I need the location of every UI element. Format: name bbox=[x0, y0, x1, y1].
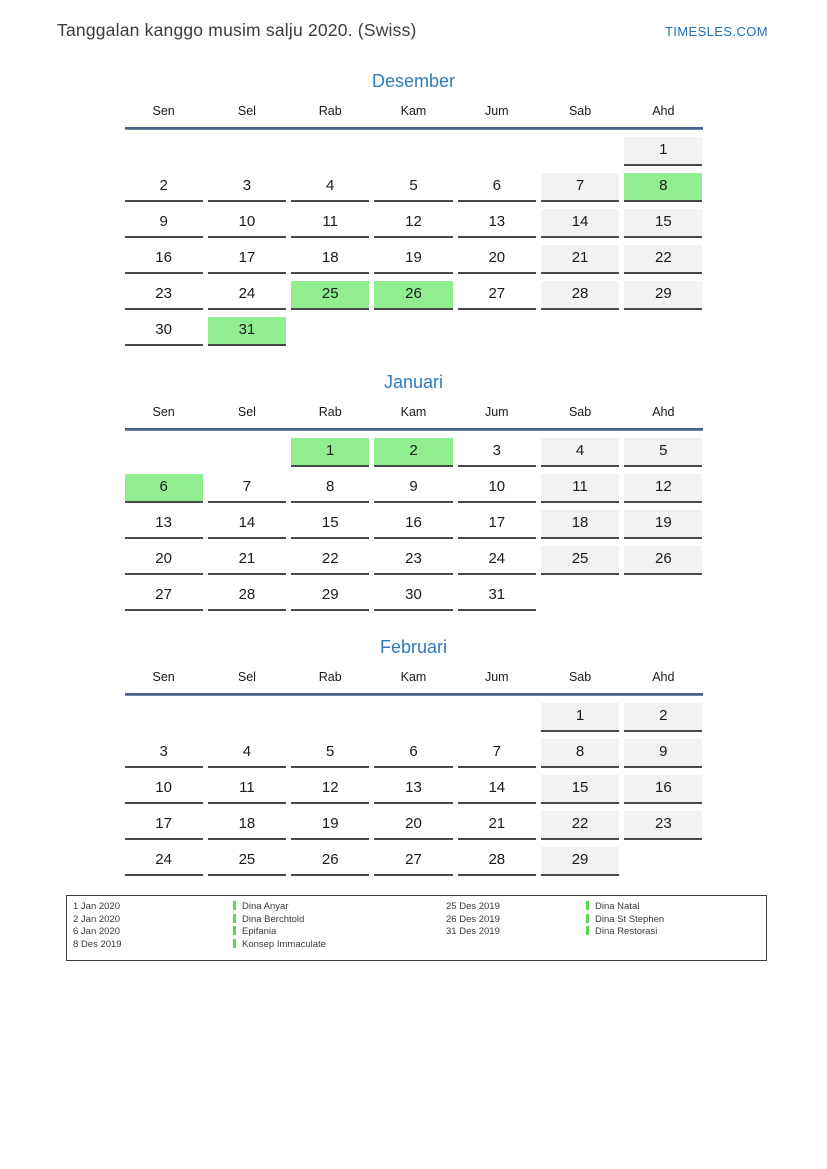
legend-date: 6 Jan 2020 bbox=[73, 926, 121, 937]
day-cell: 5 bbox=[291, 739, 369, 768]
legend-row bbox=[71, 901, 766, 914]
empty-cell bbox=[125, 438, 203, 467]
legend-holiday-name: Epifania bbox=[233, 926, 444, 939]
day-cell: 26 bbox=[374, 281, 452, 310]
empty-cell bbox=[458, 317, 536, 346]
day-cell: 8 bbox=[291, 474, 369, 503]
day-cell: 22 bbox=[624, 245, 702, 274]
day-cell: 21 bbox=[541, 245, 619, 274]
day-cell: 12 bbox=[291, 775, 369, 804]
empty-cell bbox=[208, 703, 286, 732]
day-cell: 16 bbox=[374, 510, 452, 539]
day-cell: 11 bbox=[208, 775, 286, 804]
day-cell: 27 bbox=[374, 847, 452, 876]
empty-cell bbox=[458, 703, 536, 732]
day-cell: 6 bbox=[374, 739, 452, 768]
legend-holiday-name: Dina Restorasi bbox=[586, 926, 766, 939]
day-cell: 24 bbox=[125, 847, 203, 876]
day-cell: 1 bbox=[624, 137, 702, 166]
day-cell: 6 bbox=[125, 474, 203, 503]
day-cell: 9 bbox=[374, 474, 452, 503]
month-title: Februari bbox=[379, 637, 448, 657]
weekday-header-row bbox=[125, 670, 703, 684]
day-cell: 29 bbox=[541, 847, 619, 876]
day-cell: 14 bbox=[458, 775, 536, 804]
day-cell: 3 bbox=[125, 739, 203, 768]
weekday-label: Ahd bbox=[652, 670, 675, 684]
holiday-marker-icon bbox=[233, 901, 236, 910]
empty-cell bbox=[624, 582, 702, 611]
day-cell: 12 bbox=[374, 209, 452, 238]
day-cell: 12 bbox=[624, 474, 702, 503]
empty-cell bbox=[208, 438, 286, 467]
calendar-area bbox=[0, 71, 827, 876]
day-cell: 1 bbox=[291, 438, 369, 467]
day-cell: 27 bbox=[125, 582, 203, 611]
weekday-label: Sen bbox=[152, 104, 175, 118]
weekday-label: Ahd bbox=[652, 405, 675, 419]
site-logo-link[interactable]: TIMESLES.COM bbox=[664, 24, 768, 39]
day-cell: 17 bbox=[125, 811, 203, 840]
month-januari bbox=[125, 372, 703, 611]
day-cell: 15 bbox=[541, 775, 619, 804]
weekday-label: Ahd bbox=[652, 104, 675, 118]
day-cell: 4 bbox=[291, 173, 369, 202]
empty-cell bbox=[291, 703, 369, 732]
day-cell: 23 bbox=[125, 281, 203, 310]
empty-cell bbox=[291, 137, 369, 166]
day-cell: 9 bbox=[624, 739, 702, 768]
day-cell: 7 bbox=[541, 173, 619, 202]
day-cell: 20 bbox=[458, 245, 536, 274]
weekday-label: Sen bbox=[152, 670, 175, 684]
weekday-label: Kam bbox=[400, 670, 427, 684]
day-cell: 15 bbox=[291, 510, 369, 539]
day-cell: 28 bbox=[458, 847, 536, 876]
day-cell: 19 bbox=[291, 811, 369, 840]
day-cell: 16 bbox=[125, 245, 203, 274]
empty-cell bbox=[125, 137, 203, 166]
legend-holiday-name: Dina St Stephen bbox=[586, 914, 766, 927]
weekday-header-row bbox=[125, 405, 703, 419]
day-cell: 4 bbox=[208, 739, 286, 768]
day-cell: 30 bbox=[374, 582, 452, 611]
day-cell: 28 bbox=[541, 281, 619, 310]
empty-cell bbox=[208, 137, 286, 166]
weekday-label: Rab bbox=[318, 104, 342, 118]
weekday-label: Sab bbox=[568, 670, 592, 684]
day-cell: 25 bbox=[541, 546, 619, 575]
empty-cell bbox=[374, 703, 452, 732]
weekday-header-row bbox=[125, 104, 703, 118]
day-cell: 10 bbox=[208, 209, 286, 238]
weekday-label: Jum bbox=[484, 670, 509, 684]
empty-cell bbox=[125, 703, 203, 732]
day-cell: 5 bbox=[624, 438, 702, 467]
day-cell: 11 bbox=[541, 474, 619, 503]
day-cell: 5 bbox=[374, 173, 452, 202]
month-februari bbox=[125, 637, 703, 876]
day-cell: 1 bbox=[541, 703, 619, 732]
day-cell: 2 bbox=[125, 173, 203, 202]
empty-cell bbox=[624, 317, 702, 346]
empty-cell bbox=[541, 137, 619, 166]
month-title: Januari bbox=[383, 372, 444, 392]
weekday-label: Jum bbox=[484, 405, 509, 419]
day-cell: 3 bbox=[458, 438, 536, 467]
legend-holiday-name: Dina Berchtold bbox=[233, 914, 444, 927]
empty-cell bbox=[541, 317, 619, 346]
legend-holiday-name: Konsep Immaculate bbox=[233, 939, 444, 952]
day-cell: 13 bbox=[458, 209, 536, 238]
weekday-label: Sel bbox=[237, 405, 256, 419]
legend-holiday-name bbox=[586, 939, 766, 952]
day-cell: 31 bbox=[458, 582, 536, 611]
legend-date: 26 Des 2019 bbox=[446, 913, 500, 925]
weekday-label: Sab bbox=[568, 405, 592, 419]
legend-row bbox=[71, 939, 766, 952]
day-cell: 10 bbox=[458, 474, 536, 503]
day-cell: 10 bbox=[125, 775, 203, 804]
day-cell: 18 bbox=[208, 811, 286, 840]
day-cell: 19 bbox=[624, 510, 702, 539]
weekday-label: Sab bbox=[568, 104, 592, 118]
day-cell: 25 bbox=[291, 281, 369, 310]
day-cell: 29 bbox=[291, 582, 369, 611]
legend-holiday-name: Dina Anyar bbox=[233, 901, 444, 914]
weekday-divider bbox=[125, 127, 703, 130]
holiday-legend bbox=[66, 895, 767, 961]
empty-cell bbox=[291, 317, 369, 346]
day-cell: 30 bbox=[125, 317, 203, 346]
day-cell: 25 bbox=[208, 847, 286, 876]
day-cell: 11 bbox=[291, 209, 369, 238]
day-cell: 13 bbox=[125, 510, 203, 539]
day-cell: 26 bbox=[291, 847, 369, 876]
day-cell: 23 bbox=[374, 546, 452, 575]
day-cell: 29 bbox=[624, 281, 702, 310]
legend-date: 1 Jan 2020 bbox=[73, 901, 121, 912]
legend-row bbox=[71, 914, 766, 927]
legend-date: 2 Jan 2020 bbox=[73, 913, 121, 925]
day-cell: 7 bbox=[208, 474, 286, 503]
day-cell: 18 bbox=[291, 245, 369, 274]
weekday-label: Kam bbox=[400, 104, 427, 118]
empty-cell bbox=[458, 137, 536, 166]
day-cell: 27 bbox=[458, 281, 536, 310]
weekday-label: Sen bbox=[152, 405, 175, 419]
day-cell: 22 bbox=[291, 546, 369, 575]
empty-cell bbox=[374, 137, 452, 166]
day-grid bbox=[125, 137, 703, 346]
day-cell: 6 bbox=[458, 173, 536, 202]
day-cell: 7 bbox=[458, 739, 536, 768]
holiday-marker-icon bbox=[586, 901, 589, 910]
weekday-label: Sel bbox=[237, 670, 256, 684]
day-cell: 18 bbox=[541, 510, 619, 539]
day-cell: 2 bbox=[374, 438, 452, 467]
day-cell: 20 bbox=[374, 811, 452, 840]
day-cell: 14 bbox=[208, 510, 286, 539]
day-cell: 17 bbox=[208, 245, 286, 274]
weekday-label: Rab bbox=[318, 405, 342, 419]
weekday-label: Rab bbox=[318, 670, 342, 684]
holiday-marker-icon bbox=[233, 926, 236, 935]
weekday-divider bbox=[125, 693, 703, 696]
day-cell: 8 bbox=[541, 739, 619, 768]
month-desember bbox=[125, 71, 703, 346]
day-grid bbox=[125, 438, 703, 611]
day-cell: 31 bbox=[208, 317, 286, 346]
day-cell: 21 bbox=[458, 811, 536, 840]
legend-date: 25 Des 2019 bbox=[446, 901, 500, 912]
month-title: Desember bbox=[371, 71, 456, 91]
day-cell: 22 bbox=[541, 811, 619, 840]
weekday-label: Jum bbox=[484, 104, 509, 118]
weekday-divider bbox=[125, 428, 703, 431]
day-cell: 20 bbox=[125, 546, 203, 575]
day-cell: 21 bbox=[208, 546, 286, 575]
day-cell: 23 bbox=[624, 811, 702, 840]
day-cell: 14 bbox=[541, 209, 619, 238]
day-grid bbox=[125, 703, 703, 876]
day-cell: 13 bbox=[374, 775, 452, 804]
day-cell: 24 bbox=[458, 546, 536, 575]
legend-holiday-name: Dina Natal bbox=[586, 901, 766, 914]
day-cell: 2 bbox=[624, 703, 702, 732]
day-cell: 4 bbox=[541, 438, 619, 467]
holiday-marker-icon bbox=[233, 914, 236, 923]
empty-cell bbox=[541, 582, 619, 611]
header bbox=[0, 0, 827, 41]
day-cell: 17 bbox=[458, 510, 536, 539]
day-cell: 9 bbox=[125, 209, 203, 238]
empty-cell bbox=[374, 317, 452, 346]
empty-cell bbox=[624, 847, 702, 876]
legend-date: 31 Des 2019 bbox=[446, 926, 500, 937]
holiday-marker-icon bbox=[586, 926, 589, 935]
day-cell: 28 bbox=[208, 582, 286, 611]
page-title: Tanggalan kanggo musim salju 2020. (Swiss) bbox=[57, 20, 417, 40]
day-cell: 16 bbox=[624, 775, 702, 804]
day-cell: 3 bbox=[208, 173, 286, 202]
weekday-label: Sel bbox=[237, 104, 256, 118]
day-cell: 15 bbox=[624, 209, 702, 238]
legend-date bbox=[444, 939, 586, 952]
legend-date: 8 Des 2019 bbox=[73, 938, 122, 950]
day-cell: 26 bbox=[624, 546, 702, 575]
day-cell: 24 bbox=[208, 281, 286, 310]
day-cell: 19 bbox=[374, 245, 452, 274]
legend-row bbox=[71, 926, 766, 939]
holiday-marker-icon bbox=[233, 939, 236, 948]
holiday-marker-icon bbox=[586, 914, 589, 923]
weekday-label: Kam bbox=[400, 405, 427, 419]
day-cell: 8 bbox=[624, 173, 702, 202]
